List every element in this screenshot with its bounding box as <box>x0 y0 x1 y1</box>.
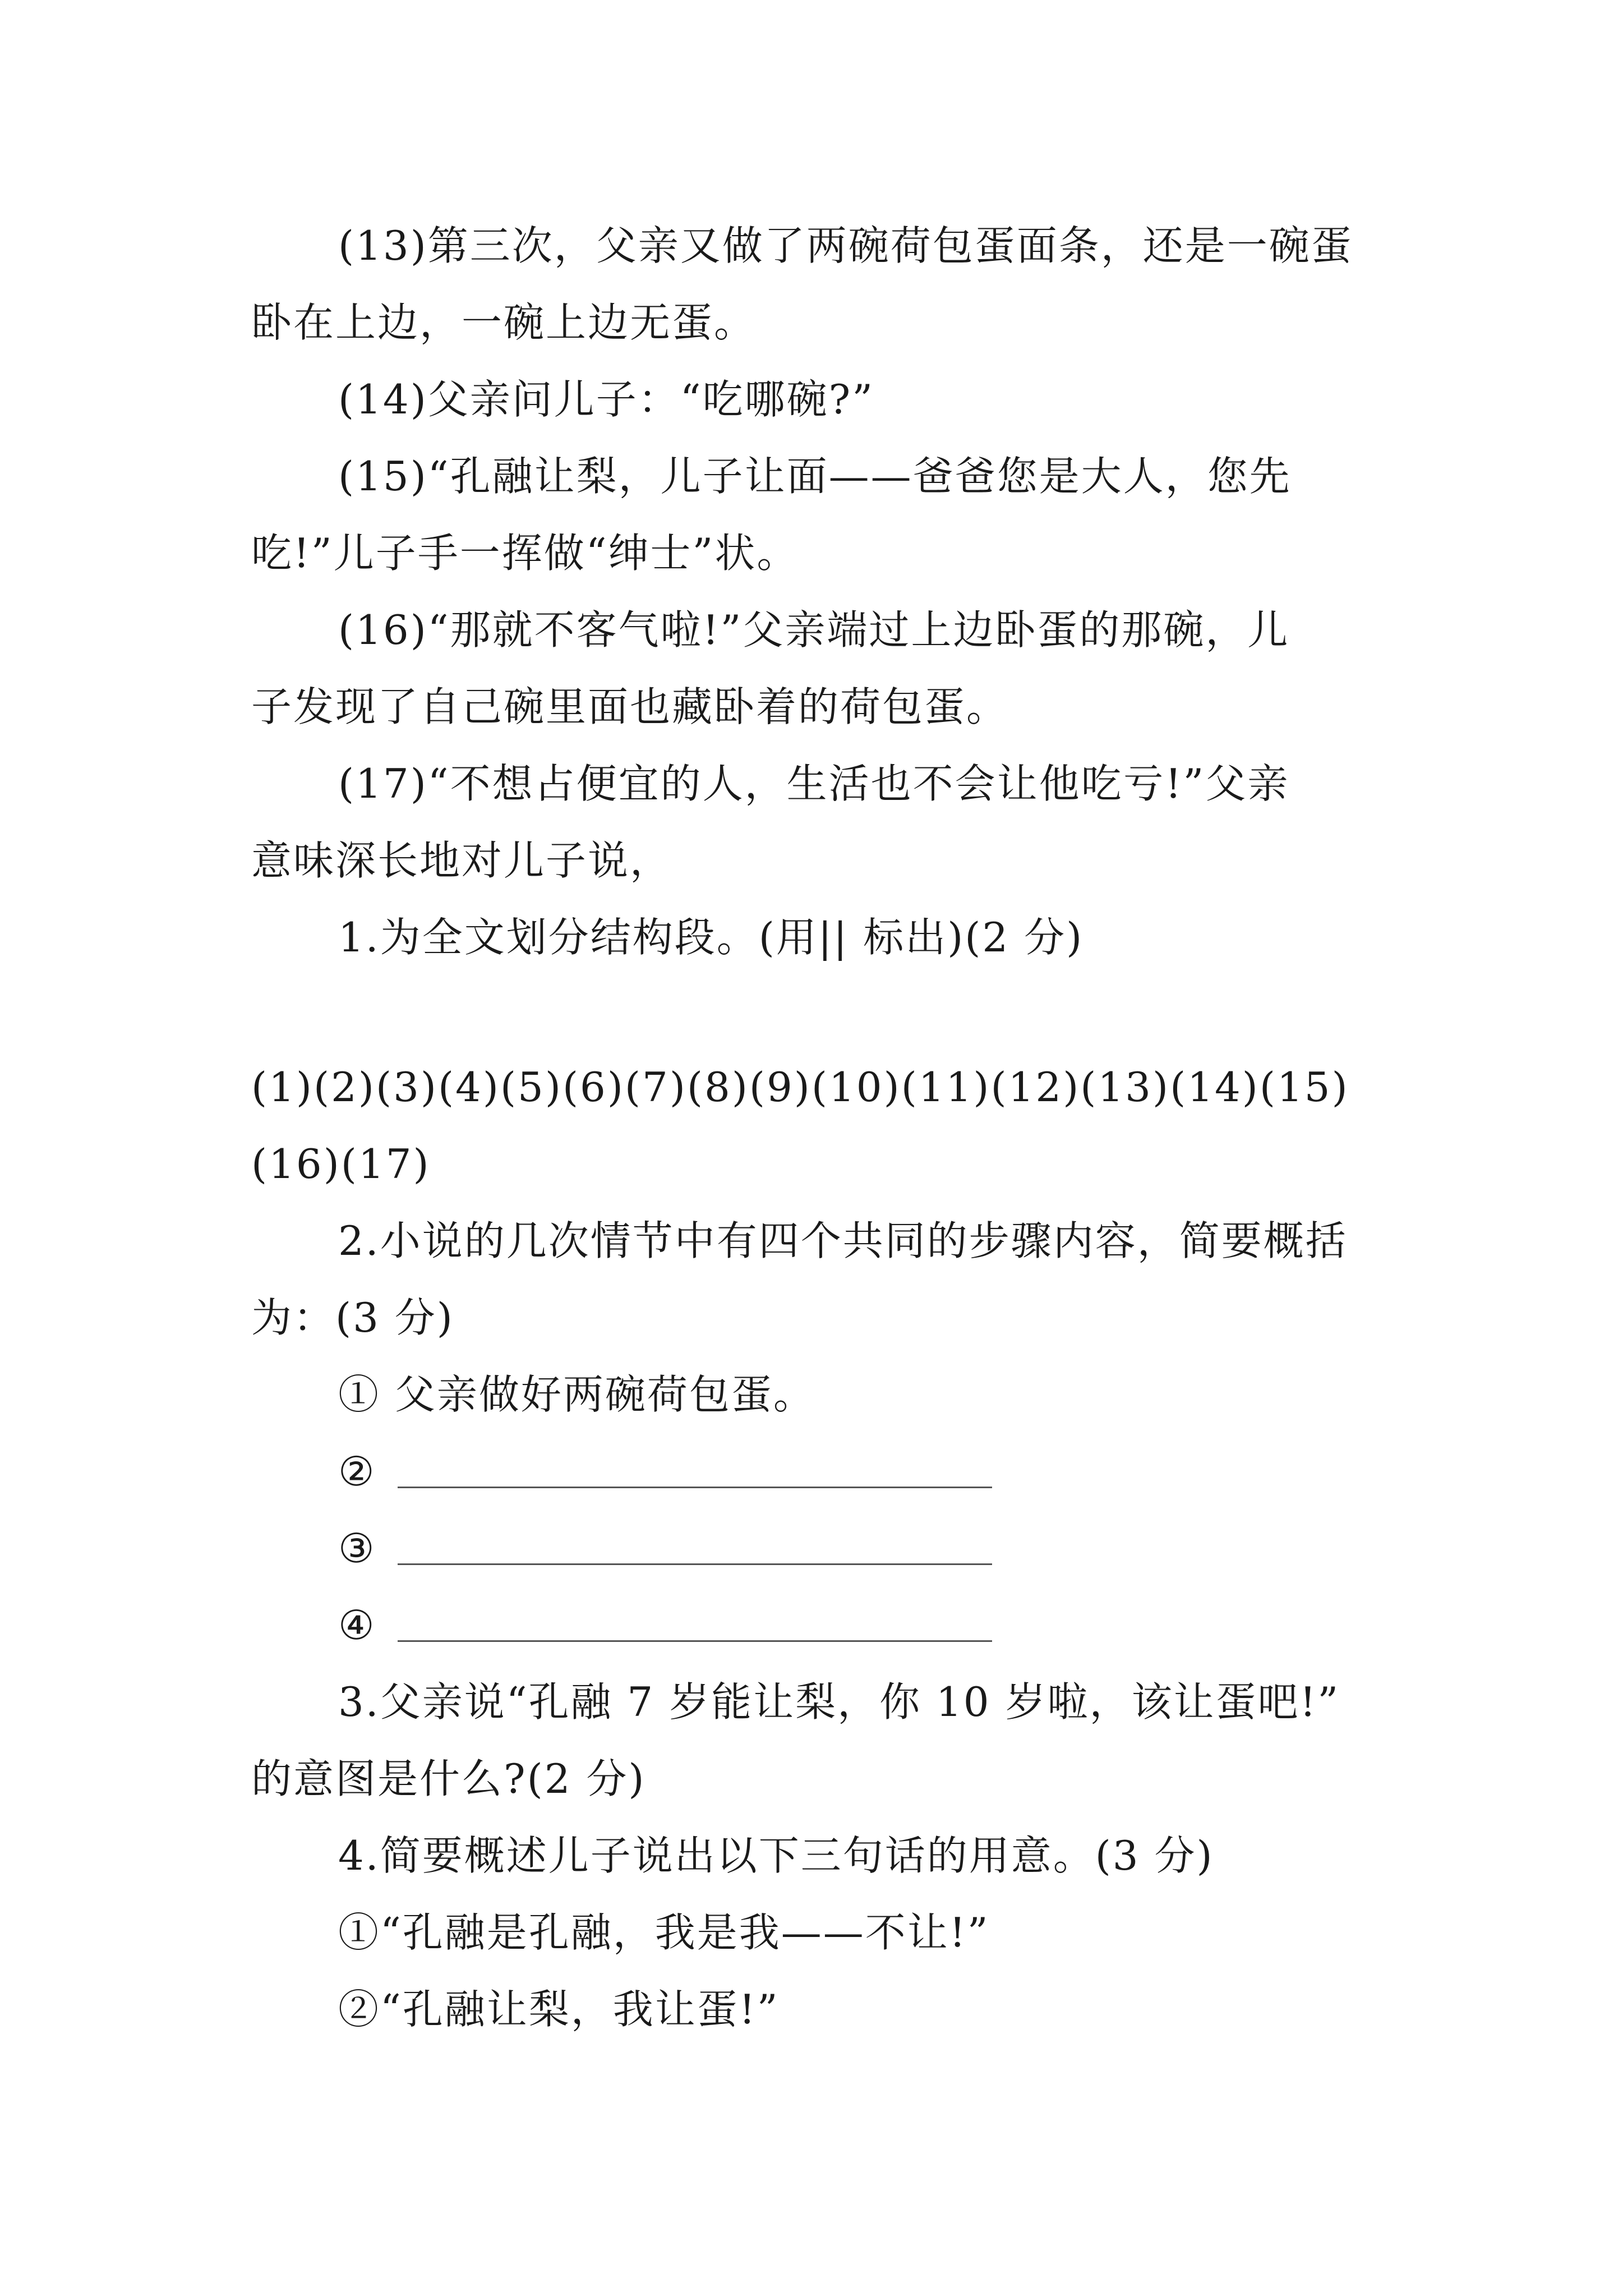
question-2-step-2 <box>251 1433 1401 1510</box>
paragraph-17-line-2: 意味深长地对儿子说， <box>251 837 672 884</box>
paragraph-13-line-2: 卧在上边，一碗上边无蛋。 <box>251 299 757 346</box>
step-3-answer-blank[interactable] <box>398 1563 992 1565</box>
step-4-marker: ④ <box>338 1602 376 1649</box>
step-2-answer-blank[interactable] <box>398 1487 992 1488</box>
paragraph-17-line-1: (17)“不想占便宜的人，生活也不会让他吃亏!”父亲 <box>338 760 1290 807</box>
paragraph-15-line-1: (15)“孔融让梨，儿子让面——爸爸您是大人，您先 <box>338 453 1292 500</box>
question-1-paragraph-numbers-line-1: (1)(2)(3)(4)(5)(6)(7)(8)(9)(10)(11)(12)(13)(14)(15) <box>251 1064 1349 1111</box>
step-2-marker: ② <box>338 1448 376 1495</box>
document-page <box>251 208 1401 2048</box>
question-2-line-2: 为：(3 分) <box>251 1294 454 1341</box>
question-3-line-2: 的意图是什么?(2 分) <box>251 1755 646 1802</box>
question-3-line-1: 3.父亲说“孔融 7 岁能让梨，你 10 岁啦，该让蛋吧!” <box>338 1678 1340 1726</box>
question-1: 1.为全文划分结构段。(用|| 标出)(2 分) <box>338 914 1084 961</box>
paragraph-13-line-1: (13)第三次，父亲又做了两碗荷包蛋面条，还是一碗蛋 <box>338 222 1353 269</box>
question-2-step-1: ① 父亲做好两碗荷包蛋。 <box>338 1371 815 1418</box>
question-1-paragraph-numbers-line-2: (16)(17) <box>251 1140 431 1188</box>
question-4-sentence-1: ①“孔融是孔融，我是我——不让!” <box>338 1909 990 1956</box>
paragraph-14: (14)父亲问儿子：“吃哪碗?” <box>338 376 875 423</box>
step-4-answer-blank[interactable] <box>398 1640 992 1642</box>
question-2-step-4 <box>251 1587 1401 1664</box>
paragraph-16-line-2: 子发现了自己碗里面也藏卧着的荷包蛋。 <box>251 683 1009 730</box>
question-4: 4.简要概述儿子说出以下三句话的用意。(3 分) <box>338 1832 1214 1879</box>
question-2-line-1: 2.小说的几次情节中有四个共同的步骤内容，简要概括 <box>338 1217 1348 1264</box>
question-4-sentence-2: ②“孔融让梨，我让蛋!” <box>338 1986 780 2033</box>
paragraph-15-line-2: 吃!”儿子手一挥做“绅士”状。 <box>251 530 799 577</box>
step-3-marker: ③ <box>338 1525 376 1572</box>
paragraph-16-line-1: (16)“那就不客气啦!”父亲端过上边卧蛋的那碗，儿 <box>338 606 1290 654</box>
question-2-step-3 <box>251 1510 1401 1587</box>
spacer <box>251 976 1401 1049</box>
